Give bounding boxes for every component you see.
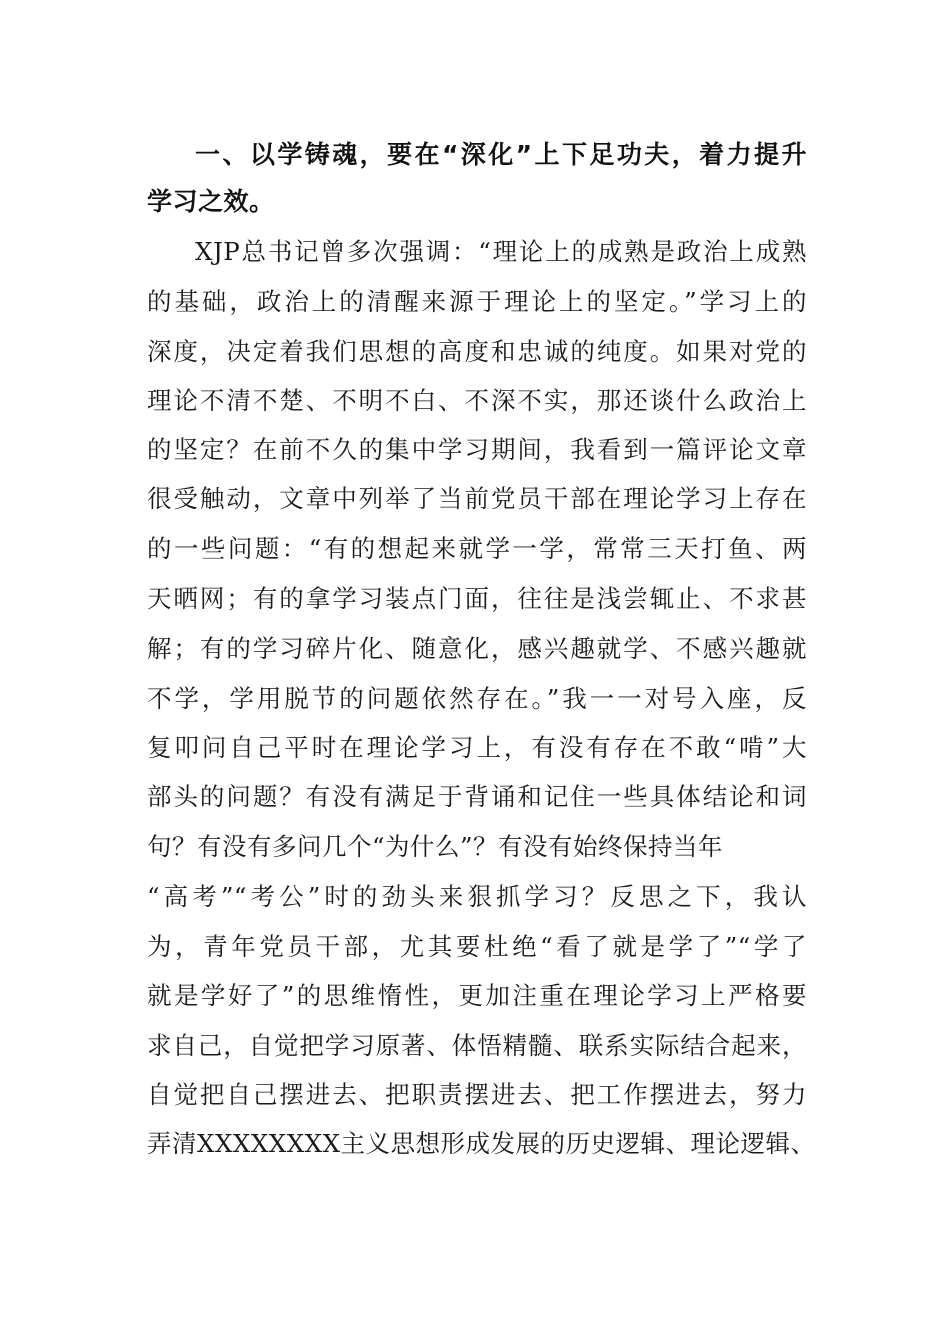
body-line: 的坚定？在前不久的集中学习期间，我看到一篇评论文章 — [147, 435, 807, 464]
body-line: 天晒网；有的拿学习装点门面，往往是浅尝辄止、不求甚 — [147, 584, 807, 613]
body-line: 复叩问自己平时在理论学习上，有没有存在不敢“啃”大 — [147, 733, 807, 762]
body-line: 深度，决定着我们思想的高度和忠诚的纯度。如果对党的 — [147, 337, 807, 366]
body-line: 句？有没有多问几个“为什么”？有没有始终保持当年 — [147, 832, 724, 861]
section-heading-line-1: 一、以学铸魂，要在“深化”上下足功夫，着力提升 — [195, 140, 807, 169]
body-line: 的基础，政治上的清醒来源于理论上的坚定。”学习上的 — [147, 287, 807, 316]
body-line: “高考”“考公”时的劲头来狠抓学习？反思之下，我认 — [147, 882, 807, 911]
body-line: 很受触动，文章中列举了当前党员干部在理论学习上存在 — [147, 484, 807, 513]
body-line: 的一些问题：“有的想起来就学一学，常常三天打鱼、两 — [147, 534, 807, 563]
section-heading-line-2: 学习之效。 — [147, 187, 275, 216]
body-line: 求自己，自觉把学习原著、体悟精髓、联系实际结合起来， — [147, 1031, 807, 1060]
body-line: XJP总书记曾多次强调：“理论上的成熟是政治上成熟 — [195, 237, 807, 266]
body-line: 就是学好了”的思维惰性，更加注重在理论学习上严格要 — [147, 981, 807, 1010]
body-line: 弄清XXXXXXXX主义思想形成发展的历史逻辑、理论逻辑、 — [147, 1129, 816, 1158]
body-line: 不学，学用脱节的问题依然存在。”我一一对号入座，反 — [147, 684, 807, 713]
body-line: 自觉把自己摆进去、把职责摆进去、把工作摆进去，努力 — [147, 1080, 807, 1109]
body-line: 解；有的学习碎片化、随意化，感兴趣就学、不感兴趣就 — [147, 634, 807, 663]
body-line: 部头的问题？有没有满足于背诵和记住一些具体结论和词 — [147, 782, 807, 811]
body-line: 为，青年党员干部，尤其要杜绝“看了就是学了”“学了 — [147, 932, 807, 961]
body-line: 理论不清不楚、不明不白、不深不实，那还谈什么政治上 — [147, 386, 807, 415]
